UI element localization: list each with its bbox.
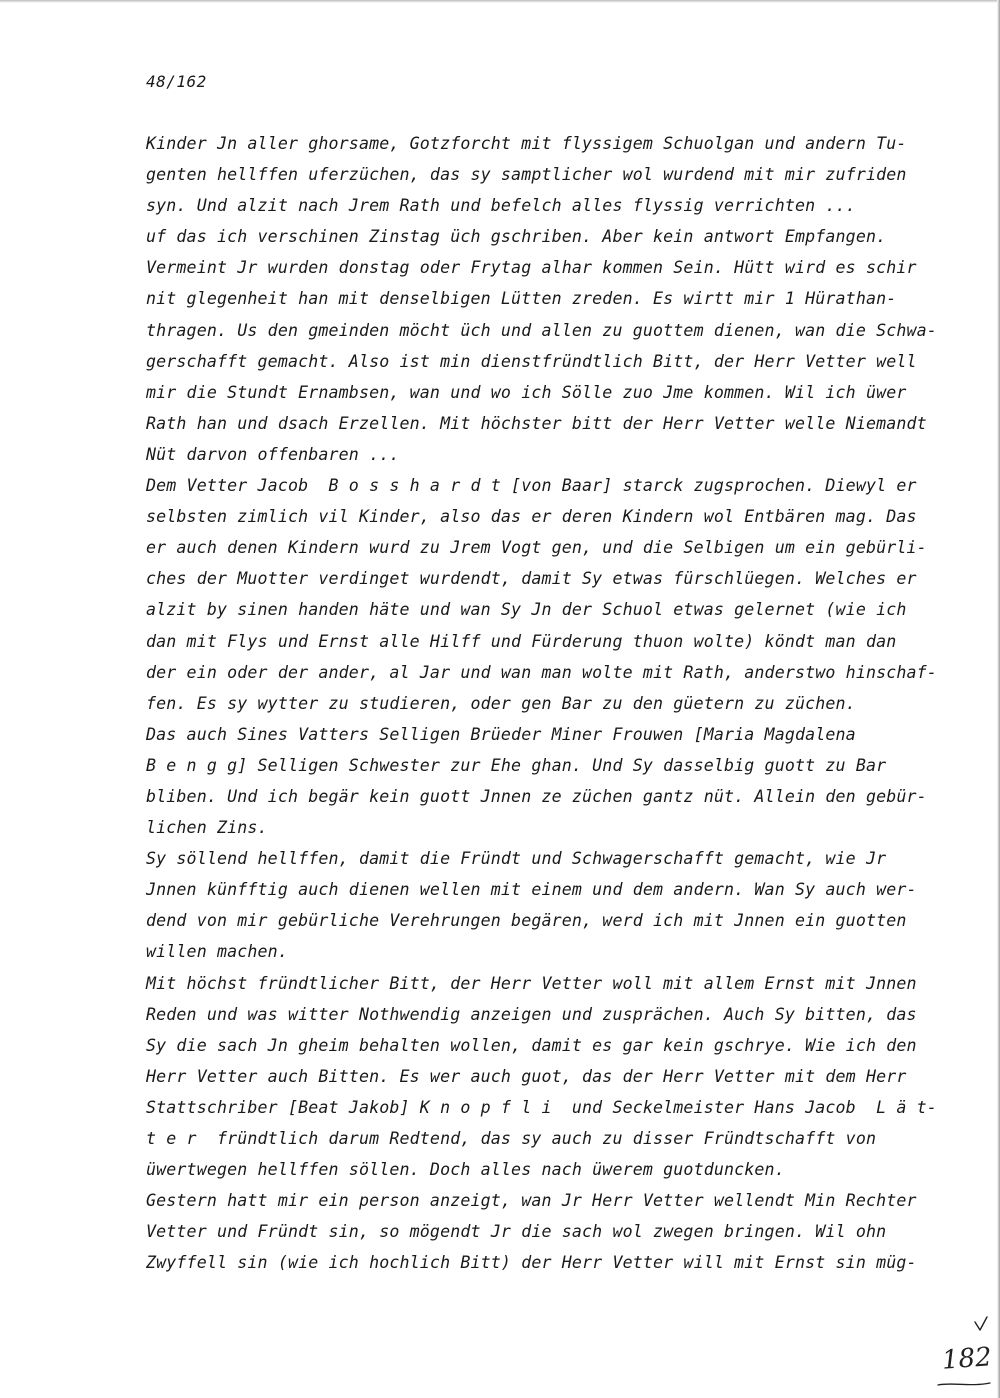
text-line: dan mit Flys und Ernst alle Hilff und Fürderung thuon wolte) köndt man dan <box>146 631 897 651</box>
text-line: Vermeint Jr wurden donstag oder Frytag alhar kommen Sein. Hütt wird es schir <box>146 258 917 278</box>
folio-number: 182 <box>941 1342 993 1376</box>
text-line: Vetter und Fründt sin, so mögendt Jr die sach wol zwegen bringen. Wil ohn <box>146 1222 887 1242</box>
text-line: uf das ich verschinen Zinstag üch gschriben. Aber kein antwort Empfangen. <box>146 227 887 247</box>
text-line: Sy söllend hellffen, damit die Fründt und Schwagerschafft gemacht, wie Jr <box>146 849 887 869</box>
text-line: Gestern hatt mir ein person anzeigt, wan Jr Herr Vetter wellendt Min Rechter <box>146 1191 917 1211</box>
text-line: Dem Vetter Jacob B o s s h a r d t [von Baar] starck zugsprochen. Diewyl er <box>146 476 917 496</box>
text-line: er auch denen Kindern wurd zu Jrem Vogt gen, und die Selbigen um ein gebürli- <box>146 538 927 558</box>
folio-underline-icon <box>936 1380 992 1388</box>
text-line: Sy die sach Jn gheim behalten wollen, damit es gar kein gschrye. Wie ich den <box>146 1035 917 1055</box>
text-line: dend von mir gebürliche Verehrungen begären, werd ich mit Jnnen ein guotten <box>146 911 907 931</box>
text-line: Herr Vetter auch Bitten. Es wer auch guot, das der Herr Vetter mit dem Herr <box>146 1066 907 1086</box>
scan-edge-top <box>0 0 1000 3</box>
folio-mark <box>934 1316 994 1386</box>
text-line: genten hellffen uferzüchen, das sy samptlicher wol wurdend mit mir zufriden <box>146 165 907 185</box>
check-mark-icon <box>974 1316 988 1332</box>
text-line: t e r fründtlich darum Redtend, das sy auch zu disser Fründtschafft von <box>146 1129 877 1148</box>
text-line: mir die Stundt Ernambsen, wan und wo ich Sölle zuo Jme kommen. Wil ich üwer <box>146 382 907 402</box>
text-line: Nüt darvon offenbaren ... <box>146 444 400 464</box>
text-line: selbsten zimlich vil Kinder, also das er deren Kindern wol Entbären mag. Das <box>146 507 917 527</box>
text-line: üwertwegen hellffen söllen. Doch alles nach üwerem guotduncken. <box>146 1160 785 1180</box>
text-line: thragen. Us den gmeinden möcht üch und allen zu guottem dienen, wan die Schwa- <box>146 320 937 340</box>
text-line: Jnnen künfftig auch dienen wellen mit einem und dem andern. Wan Sy auch wer- <box>146 880 917 900</box>
transcription-body <box>146 128 937 1278</box>
text-line: Das auch Sines Vatters Selligen Brüeder Miner Frouwen [Maria Magdalena <box>146 724 856 744</box>
text-line: willen machen. <box>146 942 288 962</box>
text-line: Stattschriber [Beat Jakob] K n o p f l i und Seckelmeister Hans Jacob L ä t- <box>146 1097 937 1117</box>
page-reference: 48/162 <box>146 72 207 91</box>
text-line: fen. Es sy wytter zu studieren, oder gen Bar zu den güetern zu züchen. <box>146 693 856 713</box>
text-line: Zwyffell sin (wie ich hochlich Bitt) der Herr Vetter will mit Ernst sin müg- <box>146 1253 917 1273</box>
text-line: bliben. Und ich begär kein guott Jnnen ze züchen gantz nüt. Allein den gebür- <box>146 786 927 806</box>
text-line: lichen Zins. <box>146 818 268 838</box>
text-line: Mit höchst fründtlicher Bitt, der Herr Vetter woll mit allem Ernst mit Jnnen <box>146 973 917 993</box>
text-line: gerschafft gemacht. Also ist min dienstfründtlich Bitt, der Herr Vetter well <box>146 351 917 371</box>
text-line: alzit by sinen handen häte und wan Sy Jn der Schuol etwas gelernet (wie ich <box>146 600 907 620</box>
text-line: B e n g g] Selligen Schwester zur Ehe ghan. Und Sy dasselbig guott zu Bar <box>146 755 887 775</box>
text-line: Rath han und dsach Erzellen. Mit höchster bitt der Herr Vetter welle Niemandt <box>146 413 927 433</box>
text-line: nit glegenheit han mit denselbigen Lütten zreden. Es wirtt mir 1 Hürathan- <box>146 289 897 309</box>
text-line: syn. Und alzit nach Jrem Rath und befelch alles flyssig verrichten ... <box>146 196 856 216</box>
text-line: ches der Muotter verdinget wurdendt, damit Sy etwas fürschlüegen. Welches er <box>146 569 917 589</box>
text-line: der ein oder der ander, al Jar und wan man wolte mit Rath, anderstwo hinschaf- <box>146 662 937 682</box>
text-line: Kinder Jn aller ghorsame, Gotzforcht mit flyssigem Schuolgan und andern Tu- <box>146 134 907 153</box>
text-line: Reden und was witter Nothwendig anzeigen und zusprächen. Auch Sy bitten, das <box>146 1004 917 1024</box>
